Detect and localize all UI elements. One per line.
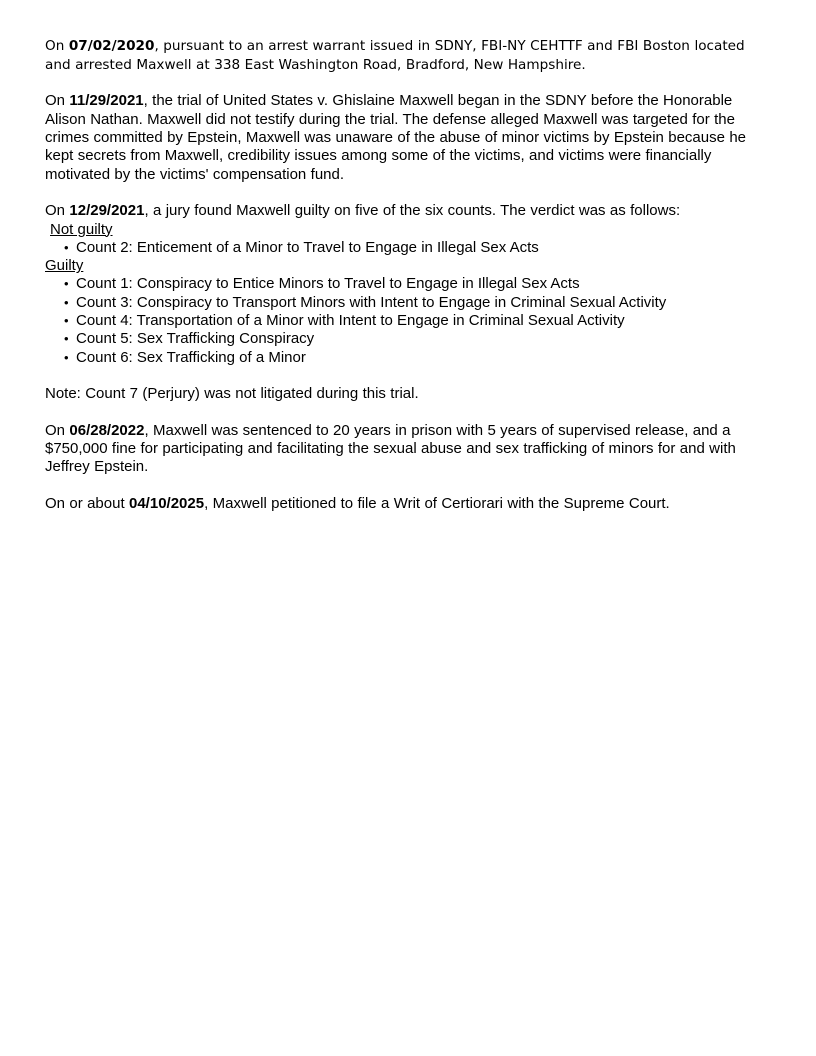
body-text: , pursuant to an arrest warrant issued in SDNY, FBI-NY CEHTTF and FBI Boston located and arrested Maxwell at 338 East Washington Road, Bradford, New Hampshire.: [45, 38, 745, 73]
bullet-dot-icon: •: [64, 349, 69, 365]
bullet-list-item: [45, 330, 761, 348]
body-text: , the trial of United States v. Ghislaine Maxwell began in the SDNY before the Honorable Alison Nathan. Maxwell did not testify during the trial. The defense alleged Maxwell was targeted for the crimes committed by Epstein, Maxwell was unaware of the abuse of minor victims by Epstein because he kept secrets from Maxwell, credibility issues among some of the victims, and victims were financially motivated by the victims' compensation fund.: [45, 92, 747, 183]
paragraph-sentencing: [45, 422, 761, 477]
body-text: Note: Count 7 (Perjury) was not litigated during this trial.: [45, 385, 419, 403]
bold-date-text: 12/29/2021: [69, 202, 145, 220]
bullet-item-text: Count 2: Enticement of a Minor to Travel to Engage in Illegal Sex Acts: [76, 238, 539, 256]
verdict-heading-not-guilty: Not guilty: [50, 220, 113, 238]
paragraph-arrest: [45, 37, 761, 74]
bullet-dot-icon: •: [64, 276, 69, 292]
body-text: On: [45, 202, 70, 220]
body-text: , Maxwell was sentenced to 20 years in prison with 5 years of supervised release, and a $750,000 fine for participating and facilitating the sexual abuse and sex trafficking of minors for and with Jeffrey Epstein.: [45, 421, 736, 476]
bullet-item-text: Count 3: Conspiracy to Transport Minors with Intent to Engage in Criminal Sexual Activity: [76, 293, 667, 311]
verdict-heading-guilty: Guilty: [45, 257, 84, 275]
bold-date-text: 11/29/2021: [69, 92, 144, 110]
bullet-dot-icon: •: [64, 331, 69, 347]
bullet-item-text: Count 1: Conspiracy to Entice Minors to Travel to Engage in Illegal Sex Acts: [76, 275, 580, 293]
bullet-list-item: [45, 275, 761, 293]
paragraph-spacer: [45, 477, 761, 495]
body-text: On or about: [45, 495, 129, 513]
body-text: On: [45, 92, 70, 110]
bullet-item-text: Count 5: Sex Trafficking Conspiracy: [76, 330, 315, 348]
paragraph-spacer: [45, 184, 761, 202]
paragraph-spacer: [45, 367, 761, 385]
bullet-list-item: [45, 349, 761, 367]
body-text: On: [45, 421, 70, 439]
bullet-dot-icon: •: [64, 294, 69, 310]
document-body: [45, 37, 761, 513]
bullet-list-item: [45, 294, 761, 312]
paragraph-spacer: [45, 404, 761, 422]
bold-date-text: 07/02/2020: [68, 38, 155, 54]
bullet-item-text: Count 6: Sex Trafficking of a Minor: [76, 348, 306, 366]
body-text: , Maxwell petitioned to file a Writ of Certiorari with the Supreme Court.: [204, 495, 670, 513]
bold-date-text: 06/28/2022: [69, 421, 145, 439]
paragraph-note: [45, 385, 761, 403]
paragraph-trial: [45, 92, 761, 183]
bullet-list-item: [45, 239, 761, 257]
bullet-item-text: Count 4: Transportation of a Minor with Intent to Engage in Criminal Sexual Activity: [76, 312, 625, 330]
body-text: On: [45, 38, 69, 54]
body-text: , a jury found Maxwell guilty on five of the six counts. The verdict was as follows:: [144, 202, 681, 220]
paragraph-verdict: [45, 202, 761, 220]
bullet-dot-icon: •: [64, 313, 69, 329]
bold-date-text: 04/10/2025: [129, 495, 205, 513]
paragraph-spacer: [45, 74, 761, 92]
paragraph-certiorari: [45, 495, 761, 513]
bullet-list-item: [45, 312, 761, 330]
bullet-dot-icon: •: [64, 239, 69, 255]
